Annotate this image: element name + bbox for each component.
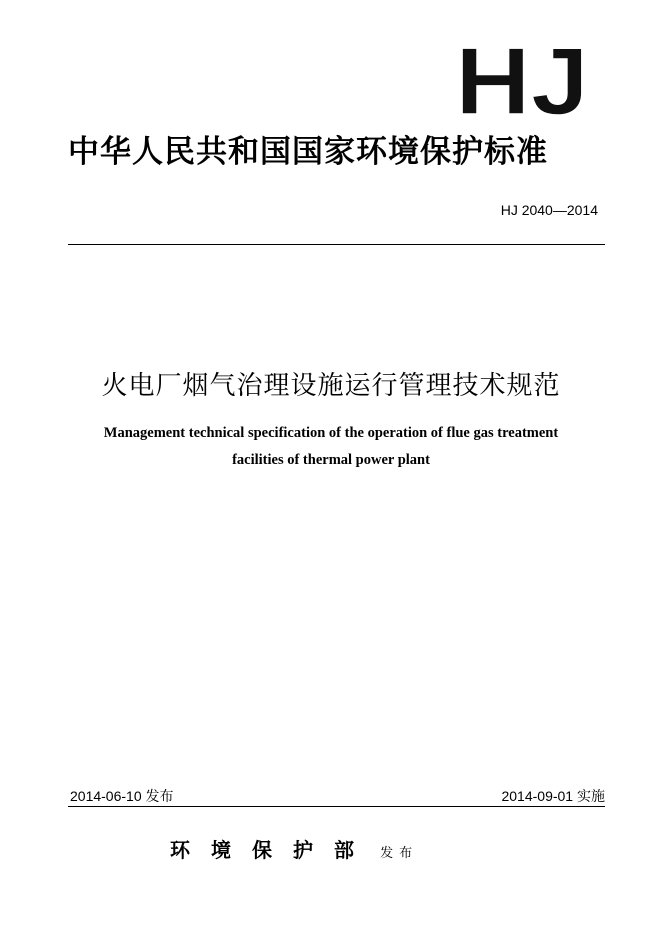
hj-logo — [452, 42, 592, 122]
publisher-line — [170, 836, 418, 868]
top-divider — [68, 244, 605, 245]
organization-title: 中华人民共和国国家环境保护标准 — [68, 134, 548, 170]
effective-date: 2014-09-01 实施 — [501, 788, 605, 804]
document-title-chinese: 火电厂烟气治理设施运行管理技术规范 — [101, 371, 561, 401]
document-title-english-line1: Management technical specification of the operation of flue gas treatment — [103, 425, 559, 441]
issue-date: 2014-06-10 发布 — [70, 788, 174, 804]
standard-number: HJ 2040—2014 — [500, 202, 598, 218]
hj-logo-text: HJ — [455, 42, 589, 122]
bottom-divider — [68, 806, 605, 807]
document-title-english — [0, 420, 662, 474]
document-title-english-line2: facilities of thermal power plant — [232, 452, 430, 468]
publisher-verb: 发布 — [380, 846, 419, 861]
publisher-name: 环境保护部 — [170, 838, 375, 862]
